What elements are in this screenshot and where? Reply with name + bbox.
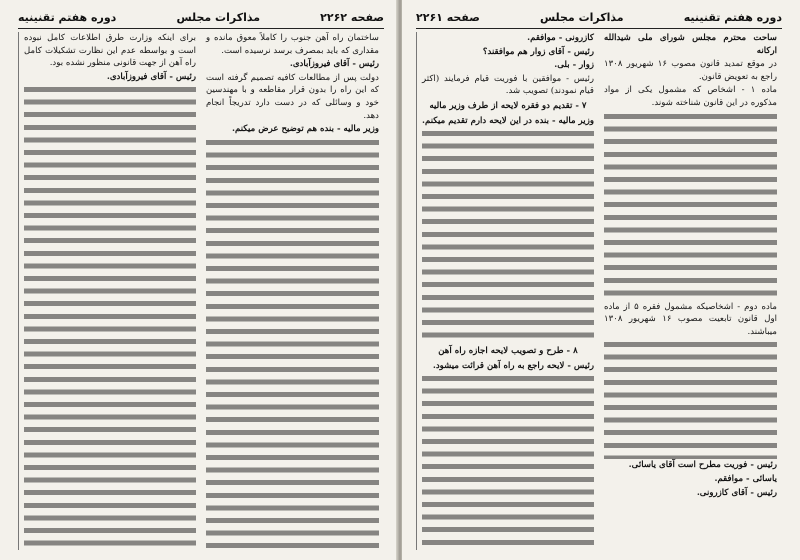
section-heading: ۷ - تقدیم دو فقره لایحه از طرف وزیر مالیه bbox=[429, 100, 587, 111]
right-page-session: دوره هفتم تقنينيه bbox=[683, 10, 782, 24]
speaker-line: رئیس - آقای فیروزآبادی. bbox=[106, 71, 196, 82]
body-text-block bbox=[24, 84, 196, 550]
letter-salutation: ساحت محترم مجلس شورای ملی شیدالله ارکانه bbox=[604, 33, 777, 56]
speaker-line: رئیس - آقای زوار هم موافقند؟ bbox=[482, 46, 594, 57]
section-heading: ۸ - طرح و تصویب لایحه اجازه راه آهن bbox=[438, 346, 578, 357]
speaker-line: رئیس - لایحه راجع به راه آهن قرائت میشود. bbox=[432, 360, 594, 371]
left-page-session: دوره هفتم تقنينيه bbox=[18, 10, 117, 24]
text-paragraph: ماده دوم - اشخاصیکه مشمول فقره ۵ از ماده اول قانون تابعیت مصوب ۱۶ شهریور ۱۳۰۸ میباشند. bbox=[604, 301, 777, 337]
left-page-header bbox=[18, 6, 384, 29]
left-page bbox=[0, 0, 398, 560]
left-page-number: صفحه ۲۲۶۲ bbox=[320, 10, 384, 24]
right-page-column-left bbox=[416, 32, 599, 550]
left-page-column-right bbox=[201, 32, 384, 550]
right-page bbox=[402, 0, 800, 560]
body-text-block bbox=[422, 128, 594, 343]
left-page-journal-title: مذاکرات مجلس bbox=[176, 10, 261, 24]
speaker-line: وزیر مالیه - بنده در این لایحه دارم تقدیم میکنم. bbox=[421, 115, 594, 126]
body-text-block bbox=[422, 373, 594, 550]
right-page-column-right bbox=[599, 32, 782, 550]
right-page-number: صفحه ۲۲۶۱ bbox=[416, 10, 480, 24]
speaker-line: رئیس - آقای کازرونی. bbox=[696, 487, 777, 498]
right-page-journal-title: مذاکرات مجلس bbox=[539, 10, 624, 24]
body-text-block bbox=[206, 137, 379, 550]
speaker-line: کازرونی - موافقم. bbox=[527, 33, 594, 43]
speaker-line: رئیس - آقای فیروزآبادی. bbox=[289, 59, 379, 70]
body-text-block bbox=[604, 339, 777, 459]
speaker-line: وزیر مالیه - بنده هم توضیح عرض میکنم. bbox=[231, 124, 379, 135]
speaker-line: زوار - بلی. bbox=[554, 60, 594, 71]
text-paragraph: در موقع تمدید قانون مصوب ۱۶ شهریور ۱۳۰۸ راجع به تعویض قانون. bbox=[604, 59, 777, 82]
left-page-columns bbox=[18, 32, 384, 550]
text-paragraph: ماده ۱ - اشخاص که مشمول یکی از مواد مذکوره در این قانون شناخته شوند. bbox=[604, 85, 777, 108]
text-paragraph: دولت پس از مطالعات کافیه تصمیم گرفته است که این راه را بدون قرار مقاطعه و با مهندسین خود و وسائلی که در دست دارد تدریجاً انجام دهد. bbox=[206, 72, 379, 121]
left-page-column-left bbox=[18, 32, 201, 550]
right-page-columns bbox=[416, 32, 782, 550]
speaker-line: رئیس - فوریت مطرح است آقای یاسائی. bbox=[628, 460, 777, 471]
text-paragraph: رئیس - موافقین با فوریت قیام فرمایند (اکثر قیام نمودند) تصویب شد. bbox=[422, 73, 594, 97]
text-paragraph: ساختمان راه آهن جنوب را کاملاً معوق مانده و مقداری که باید بمصرف برسد نرسیده است. bbox=[206, 33, 379, 56]
text-paragraph: برای اینکه وزارت طرق اطلاعات کامل نبوده است و بواسطه عدم این نظارت تشکیلات کامل راه آهن از جهت قانونی منظور نشده بود. bbox=[24, 33, 196, 69]
body-text-block bbox=[604, 111, 777, 301]
speaker-line: یاسائی - موافقم. bbox=[714, 473, 777, 484]
right-page-header bbox=[416, 6, 782, 29]
